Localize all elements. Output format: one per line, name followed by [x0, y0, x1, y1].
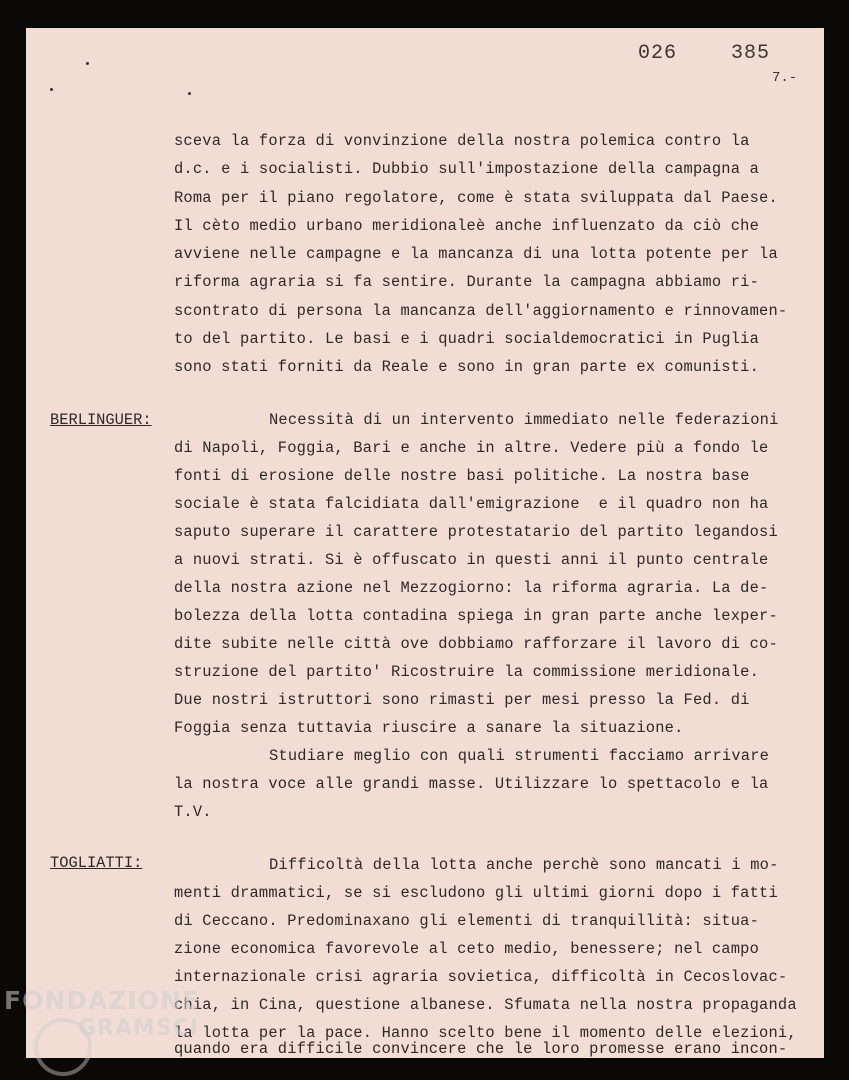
text-line: bolezza della lotta contadina spiega in gran parte anche lexper- [174, 607, 778, 625]
ink-speck [50, 88, 53, 91]
ink-speck [188, 92, 191, 95]
text-line: della nostra azione nel Mezzogiorno: la riforma agraria. La de- [174, 579, 769, 597]
text-line: struzione del partito' Ricostruire la commissione meridionale. [174, 663, 760, 681]
text-line: sceva la forza di vonvinzione della nostra polemica contro la [174, 132, 750, 150]
text-line: di Ceccano. Predominaxano gli elementi di tranquillità: situa- [174, 912, 760, 930]
text-line: fonti di erosione delle nostre basi politiche. La nostra base [174, 467, 750, 485]
text-line: a nuovi strati. Si è offuscato in questi anni il punto centrale [174, 551, 769, 569]
text-line: scontrato di persona la mancanza dell'aggiornamento e rinnovamen- [174, 302, 788, 320]
ink-speck [86, 62, 89, 65]
text-line: internazionale crisi agraria sovietica, difficoltà in Cecoslovac- [174, 968, 788, 986]
text-line: di Napoli, Foggia, Bari e anche in altre. Vedere più a fondo le [174, 439, 769, 457]
text-line: menti drammatici, se si escludono gli ultimi giorni dopo i fatti [174, 884, 778, 902]
text-line: dite subite nelle città ove dobbiamo rafforzare il lavoro di co- [174, 635, 778, 653]
text-line: Studiare meglio con quali strumenti facciamo arrivare [269, 747, 770, 765]
watermark-sub: GRAMSCI [78, 1016, 200, 1041]
text-line: Roma per il piano regolatore, come è stata sviluppata dal Paese. [174, 189, 778, 207]
text-line: T.V. [174, 803, 212, 821]
text-line: riforma agraria si fa sentire. Durante la campagna abbiamo ri- [174, 273, 760, 291]
watermark: FONDAZIONE [4, 986, 201, 1015]
text-line: to del partito. Le basi e i quadri socialdemocratici in Puglia [174, 330, 760, 348]
text-line: Necessità di un intervento immediato nelle federazioni [269, 411, 779, 429]
text-line: saputo superare il carattere protestatario del partito legandosi [174, 523, 778, 541]
text-line: Due nostri istruttori sono rimasti per mesi presso la Fed. di [174, 691, 750, 709]
typed-page [26, 28, 824, 1058]
text-line: quando era difficile convincere che le loro promesse erano incon- [174, 1040, 788, 1058]
document-number: 026 385 [638, 42, 771, 65]
speaker-togliatti: TOGLIATTI: [50, 854, 143, 872]
text-line: zione economica favorevole al ceto medio, benessere; nel campo [174, 940, 760, 958]
text-line: Il cèto medio urbano meridionaleè anche influenzato da ciò che [174, 217, 760, 235]
text-line: Foggia senza tuttavia riuscire a sanare la situazione. [174, 719, 684, 737]
text-line: sociale è stata falcidiata dall'emigrazione e il quadro non ha [174, 495, 769, 513]
text-line: sono stati forniti da Reale e sono in gran parte ex comunisti. [174, 358, 760, 376]
text-line: la nostra voce alle grandi masse. Utilizzare lo spettacolo e la [174, 775, 769, 793]
text-line: avviene nelle campagne e la mancanza di una lotta potente per la [174, 245, 778, 263]
text-line: d.c. e i socialisti. Dubbio sull'impostazione della campagna a [174, 160, 760, 178]
text-line: Difficoltà della lotta anche perchè sono mancati i mo- [269, 856, 779, 874]
text-line: chia, in Cina, questione albanese. Sfumata nella nostra propaganda [174, 996, 797, 1014]
text-line: la lotta per la pace. Hanno scelto bene il momento delle elezioni, [174, 1024, 797, 1042]
speaker-berlinguer: BERLINGUER: [50, 411, 152, 429]
page-number: 7.- [772, 70, 798, 86]
